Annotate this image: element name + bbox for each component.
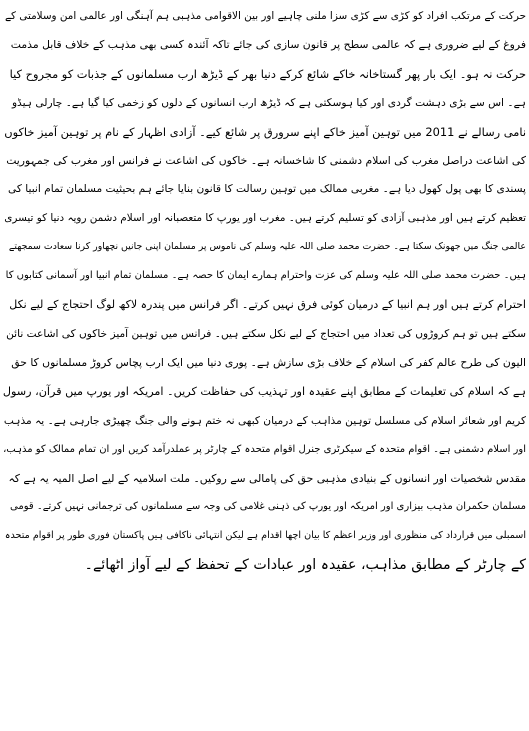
text-line: عالمی جنگ میں جھونک سکتا ہے۔ حضرت محمد صلی اللہ علیہ وسلم کی ناموس پر مسلمان اپنی جانیں نچھاور کرنا سعادت سمجھتے <box>8 241 526 253</box>
article-paragraph <box>3 2 526 580</box>
text-line: حرکت نہ ہو۔ ایک بار پھر گستاخانہ خاکے شائع کرکے دنیا بھر کے ڈیڑھ ارب مسلمانوں کے جذبات کو مجروح کیا <box>9 66 526 81</box>
text-line: الیون کی طرح عالم کفر کی اسلام کے خلاف بڑی سازش ہے۔ پوری دنیا میں ایک ارب پچاس کروڑ مسلمانوں کا حق <box>11 355 526 369</box>
text-line: مسلمان حکمران مذہب بیزاری اور امریکہ اور یورپ کی ذہنی غلامی کی وجہ سے مسلمانوں کی ترجمانی نہیں کرتے۔ قومی <box>10 501 526 513</box>
text-line: نامی رسالے نے 2011 میں توہین آمیز خاکے اپنے سرورق پر شائع کیے۔ آزادی اظہار کے نام پر توہین آمیز خاکوں <box>4 124 526 139</box>
text-line: تعظیم کرتے ہیں اور مذہبی آزادی کو تسلیم کرتے ہیں۔ مغرب اور یورپ کا متعصبانہ اور اسلام دشمن رویہ دنیا کو تیسری <box>4 212 526 225</box>
text-line: پسندی کا بھی پول کھول دیا ہے۔ مغربی ممالک میں توہین رسالت کا قانون بنایا جائے ہم بحیثیت مسلمان تمام انبیا کی <box>8 183 526 196</box>
text-line: ہے کہ اسلام کی تعلیمات کے مطابق اپنے عقیدہ اور تہذیب کی حفاظت کریں۔ امریکہ اور یورپ میں قرآن، رسول <box>3 384 526 398</box>
text-line: اسمبلی میں قرارداد کی منظوری اور وزیر اعظم کا بیان اچھا اقدام ہے لیکن انتہائی ناکافی ہیں پاکستان فوری طور پر اقوام متحدہ <box>4 530 526 542</box>
text-line: حرکت کے مرتکب افراد کو کڑی سے کڑی سزا ملنی چاہیے اور بین الاقوامی مذہبی ہم آہنگی اور عالمی امن وسلامتی کے <box>4 10 526 22</box>
text-line: سکتے ہیں تو ہم کروڑوں کی تعداد میں احتجاج کے لیے نکل سکتے ہیں۔ فرانس میں توہین آمیز خاکوں کی اشاعت نائن <box>6 327 526 340</box>
text-line: ہے۔ اس سے بڑی دہشت گردی اور کیا ہوسکتی ہے کہ ڈیڑھ ارب انسانوں کے دلوں کو زخمی کیا گیا ہے۔ چارلی ہیڈو <box>11 96 526 109</box>
text-line: احترام کرتے ہیں اور ہم انبیا کے درمیان کوئی فرق نہیں کرتے۔ اگر فرانس میں پندرہ لاکھ لوگ احتجاج کے لیے نکل <box>9 298 526 312</box>
text-line: ہیں۔ حضرت محمد صلی اللہ علیہ وسلم کی عزت واحترام ہمارے ایمان کا حصہ ہے۔ مسلمان تمام انبیا اور آسمانی کتابوں کا <box>5 270 526 282</box>
text-line: مقدس شخصیات اور انسانوں کے بنیادی مذہبی حق کی پامالی سے روکیں۔ ملت اسلامیہ کے لیے اصل المیہ یہ ہے کہ <box>8 471 526 485</box>
text-line: اور اسلام دشمنی ہے۔ اقوام متحدہ کے سیکرٹری جنرل اقوام متحدہ کے چارٹر پر عملدرآمد کریں اور ان تمام ممالک کو مذہب، <box>3 443 526 455</box>
text-line: فروغ کے لیے ضروری ہے کہ عالمی سطح پر قانون سازی کی جائے تاکہ آئندہ کسی بھی مذہب کے خلاف قابل مذمت <box>10 37 526 51</box>
text-line: کے چارٹر کے مطابق مذاہب، عقیدہ اور عبادات کے تحفظ کے لیے آواز اٹھائے۔ <box>84 557 526 574</box>
text-line: کی اشاعت دراصل مغرب کی اسلام دشمنی کا شاخسانہ ہے۔ خاکوں کی اشاعت نے فرانس اور مغرب کی جمہوریت <box>6 153 526 167</box>
text-line: کریم اور شعائر اسلام کی مسلسل توہین مذاہب کے درمیان کبھی نہ ختم ہونے والی جنگ چھیڑی جارہی ہے۔ یہ مذہب <box>3 414 526 427</box>
